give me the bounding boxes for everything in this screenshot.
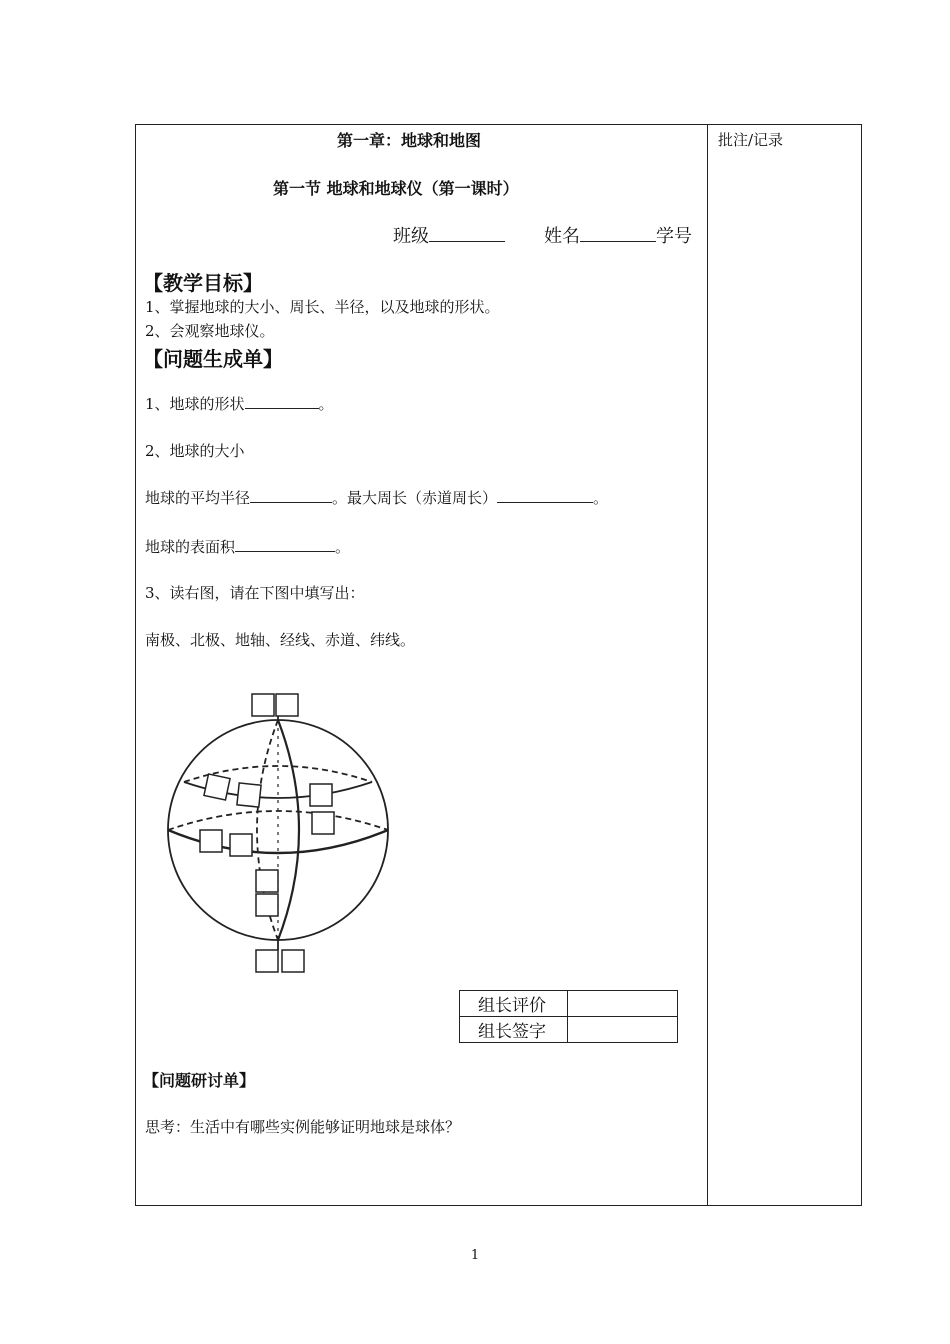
goals-heading: 【教学目标】 (143, 271, 263, 295)
question-3: 3、读右图，请在下图中填写出： (145, 584, 365, 602)
area-line (145, 536, 350, 557)
answer-box[interactable] (276, 694, 298, 716)
leader-evaluation-field[interactable] (568, 991, 678, 1017)
questions-heading: 【问题生成单】 (143, 347, 283, 371)
goal-item: 1、掌握地球的大小、周长、半径，以及地球的形状。 (145, 298, 500, 316)
radius-circumference-line (145, 487, 608, 508)
area-label: 地球的表面积 (145, 538, 236, 556)
answer-box[interactable] (256, 870, 278, 892)
class-field[interactable] (429, 227, 505, 242)
equator-back (168, 811, 388, 830)
answer-box[interactable] (310, 784, 332, 806)
table-row (460, 991, 678, 1017)
answer-box[interactable] (312, 812, 334, 834)
meridian-front (278, 720, 299, 940)
class-label: 班级 (393, 226, 429, 247)
question-2: 2、地球的大小 (145, 442, 245, 460)
student-info-line (393, 222, 692, 248)
answer-box[interactable] (252, 694, 274, 716)
leader-evaluation-table (459, 990, 678, 1043)
circumference-label: 。最大周长（赤道周长） (332, 489, 498, 507)
notes-column-divider (707, 124, 708, 1206)
page-number: 1 (470, 1248, 480, 1263)
answer-box[interactable] (230, 834, 252, 856)
radius-answer-field[interactable] (250, 488, 332, 503)
question-1 (145, 393, 334, 414)
table-row (460, 1017, 678, 1043)
discussion-prompt: 思考：生活中有哪些实例能够证明地球是球体？ (145, 1118, 461, 1136)
answer-box[interactable] (256, 950, 278, 972)
student-id-label: 学号 (656, 226, 692, 247)
leader-signature-label: 组长签字 (460, 1017, 568, 1043)
area-answer-field[interactable] (235, 537, 335, 552)
question-1-text: 1、地球的形状 (145, 395, 245, 413)
leader-signature-field[interactable] (568, 1017, 678, 1043)
notes-label: 批注/记录 (718, 131, 784, 149)
punctuation: 。 (335, 538, 351, 556)
answer-box[interactable] (204, 774, 230, 800)
goal-item: 2、会观察地球仪。 (145, 322, 275, 340)
name-field[interactable] (580, 227, 656, 242)
circumference-answer-field[interactable] (497, 488, 593, 503)
answer-box[interactable] (237, 783, 261, 807)
answer-box[interactable] (282, 950, 304, 972)
radius-label: 地球的平均半径 (145, 489, 251, 507)
answer-box[interactable] (256, 894, 278, 916)
globe-diagram (150, 680, 405, 980)
punctuation: 。 (593, 489, 609, 507)
discussion-heading: 【问题研讨单】 (143, 1071, 256, 1090)
chapter-title: 第一章：地球和地图 (337, 131, 482, 150)
leader-evaluation-label: 组长评价 (460, 991, 568, 1017)
question-3-terms: 南极、北极、地轴、经线、赤道、纬线。 (145, 631, 416, 649)
section-title: 第一节 地球和地球仪（第一课时） (273, 179, 519, 198)
shape-answer-field[interactable] (245, 394, 319, 409)
answer-box[interactable] (200, 830, 222, 852)
punctuation: 。 (318, 395, 334, 413)
name-label: 姓名 (544, 226, 580, 247)
